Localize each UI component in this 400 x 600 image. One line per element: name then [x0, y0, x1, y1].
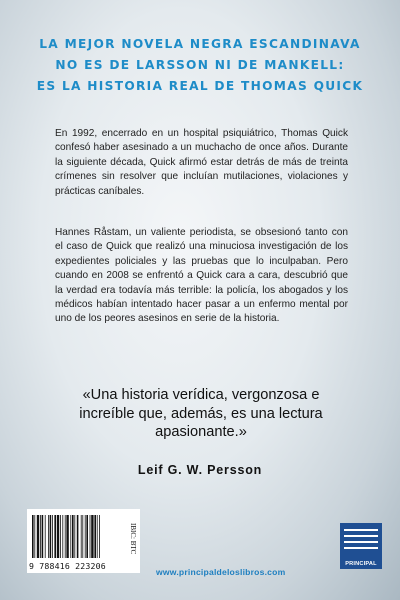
publisher-name: PRINCIPAL [345, 561, 377, 567]
publisher-logo [340, 523, 382, 569]
barcode-bars [31, 515, 121, 558]
isbn-number: 9 788416 223206 [29, 561, 106, 571]
quote-author: Leif G. W. Persson [137, 463, 263, 477]
review-quote: «Una historia verídica, vergonzosa e increíble que, además, es una lectura apasionante.» [79, 387, 323, 440]
barcode [27, 509, 140, 573]
headline-line-1: LA MEJOR NOVELA NEGRA ESCANDINAVA [39, 37, 361, 51]
publisher-logo-icon [340, 523, 382, 559]
headline-line-3: ES LA HISTORIA REAL DE THOMAS QUICK [36, 79, 364, 93]
headline [0, 34, 400, 97]
ibic-code: IBIC: BTC [129, 523, 137, 555]
publisher-website-link[interactable]: www.principaldeloslibros.com [156, 567, 286, 577]
synopsis-paragraph-1: En 1992, encerrado en un hospital psiquiátrico, Thomas Quick confesó haber asesinado a un muchacho de once años. Durante la siguiente década, Quick afirmó estar detrás de más de treinta crímenes sin resolver que incluían mutilaciones, violaciones y prácticas caníbales. [55, 128, 348, 197]
headline-line-2: NO ES DE LARSSON NI DE MANKELL: [55, 58, 345, 72]
synopsis-paragraph-2: Hannes Råstam, un valiente periodista, se obsesionó tanto con el caso de Quick que realizó una minuciosa investigación de los expedientes policiales y las pruebas que lo inculpaban. Pero cuando en 2008 se enfrentó a Quick cara a cara, descubrió que la verdad era todavía más terrible: la policía, los abogados y los médicos habían intentado hacer pasar a un enfermo mental por uno de los peores asesinos en serie de la historia. [55, 227, 348, 325]
